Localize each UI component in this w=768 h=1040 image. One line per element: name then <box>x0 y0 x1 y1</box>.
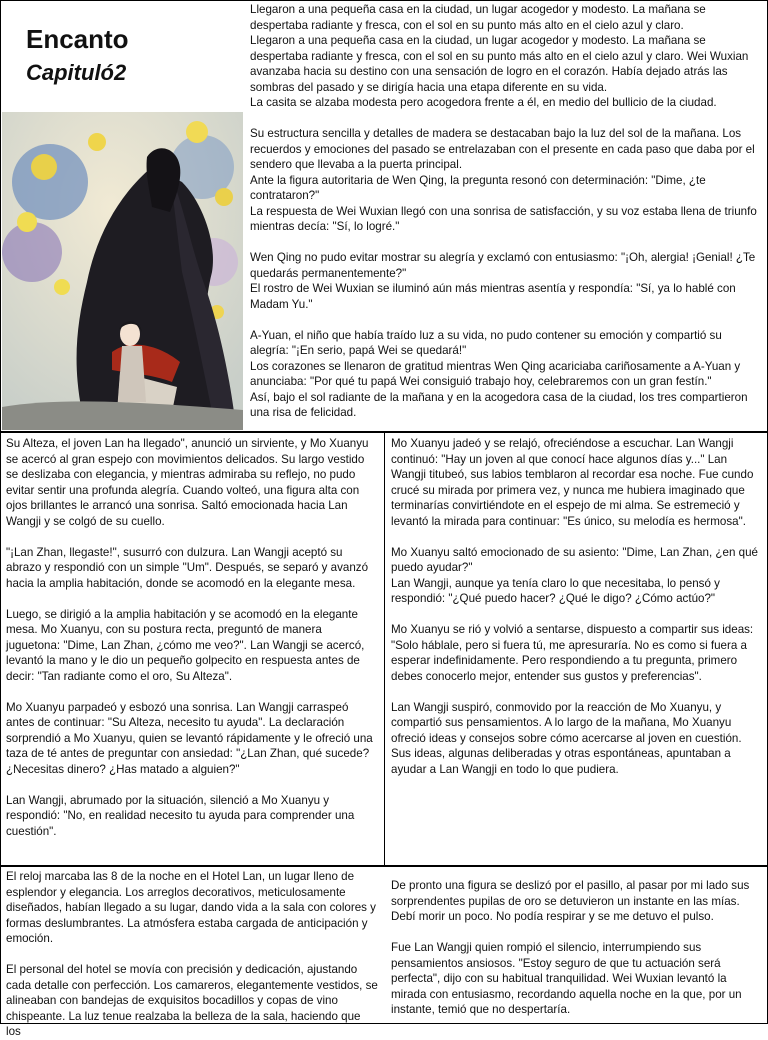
paragraph: "¡Lan Zhan, llegaste!", susurró con dulzura. Lan Wangji aceptó su abrazo y respondió con un simple "Um". Después, se separó y avanzó hacia la amplia habitación, donde se acomodó en la elegante mesa. <box>6 545 372 590</box>
paragraph: Lan Wangji, aunque ya tenía claro lo que necesitaba, lo pensó y respondió: "¿Qué puedo hacer? ¿Qué le digo? ¿Cómo actúo?" <box>391 576 724 605</box>
paragraph: Fue Lan Wangji quien rompió el silencio, interrumpiendo sus pensamientos ansiosos. "Estoy seguro de que tu actuación será perfecta", dijo con su habitual tranquilidad. Wei Wuxian levantó la mirada con entusiasmo, recordando aquella noche en la que, por un instante, temió que no despertaría. <box>391 941 745 1016</box>
top-story-text <box>250 2 762 421</box>
paragraph: Llegaron a una pequeña casa en la ciudad, un lugar acogedor y modesto. La mañana se despertaba radiante y fresca, con el sol en su punto más alto en el cielo azul y claro. <box>250 3 709 32</box>
chapter-subtitle: Capituló2 <box>26 60 127 85</box>
paragraph: De pronto una figura se deslizó por el pasillo, al pasar por mi lado sus sorprendentes pupilas de oro se detuvieron un instante en las mías. Debí morir un poco. No podía respirar y se me detuvo el pulso. <box>391 879 753 923</box>
paragraph: La respuesta de Wei Wuxian llegó con una sonrisa de satisfacción, y su voz estaba llena de triunfo mientras decía: "Sí, lo logré." <box>250 204 761 233</box>
paragraph: Luego, se dirigió a la amplia habitación y se acomodó en la elegante mesa. Mo Xuanyu, con su postura recta, preguntó de manera juguetona: "Dime, Lan Zhan, ¿cómo me veo?". Lan Wangji se acercó, levantó la mano y le dio un pequeño golpecito en respuesta antes de decir: "Tan radiante como el oro, Su Alteza". <box>6 607 368 683</box>
paragraph: El reloj marcaba las 8 de la noche en el Hotel Lan, un lugar lleno de esplendor y elegancia. Los arreglos decorativos, meticulosamente diseñados, habían llegado a su lugar, dando vida a la sala con colores y formas deslumbrantes. La atmósfera estaba cargada de anticipación y emoción. <box>6 870 380 945</box>
paragraph: Lan Wangji suspiró, conmovido por la reacción de Mo Xuanyu, y compartió sus pensamientos. A lo largo de la mañana, Mo Xuanyu ofreció ideas y consejos sobre cómo acercarse al joven en cuestión. Sus ideas, algunas deliberadas y otras espontáneas, apuntaban a ayudar a Lan Wangji en todo lo que pudiera. <box>391 700 745 776</box>
bottom-left-column <box>6 869 382 1040</box>
paragraph: Ante la figura autoritaria de Wen Qing, la pregunta resonó con determinación: "Dime, ¿te contrataron?" <box>250 173 709 202</box>
paragraph: Mo Xuanyu parpadeó y esbozó una sonrisa. Lan Wangji carraspeó antes de continuar: "Su Alteza, necesito tu ayuda". La declaración sorprendió a Mo Xuanyu, quien se levantó rápidamente y le ofreció una taza de té antes de preguntar con ansiedad: "¿Lan Zhan, qué sucede? ¿Necesitas dinero? ¿Has matado a alguien?" <box>6 700 376 776</box>
paragraph: Su estructura sencilla y detalles de madera se destacaban bajo la luz del sol de la mañana. Los recuerdos y emociones del pasado se entrelazaban con el presente en cada paso que daba por el sendero que llevaba a la puerta principal. <box>250 127 758 171</box>
paragraph: Su Alteza, el joven Lan ha llegado", anunció un sirviente, y Mo Xuanyu se acercó al gran espejo con movimientos delicados. Su largo vestido se deslizaba con elegancia, y mientras admiraba su reflejo, no pudo evitar sentir una profunda alegría. Cuando volteó, una figura alta con ojos brillantes le arrancó una sonrisa. Saltó emocionada hacia Lan Wangji y se colgó de su cuello. <box>6 437 372 528</box>
middle-left-column <box>6 436 378 839</box>
paragraph: Mo Xuanyu se rió y volvió a sentarse, dispuesto a compartir sus ideas: "Solo háblale, pero si fuera tú, me apresuraría. No es como si fuera a esperar indefinidamente. Pero respondiendo a tu pregunta, primero debes conocerlo mejor, entender sus gustos y preferencias". <box>391 623 757 683</box>
paragraph: Los corazones se llenaron de gratitud mientras Wen Qing acariciaba cariñosamente a A-Yuan y anunciaba: "Por qué tu papá Wei consiguió trabajo hoy, celebraremos con un gran festín." <box>250 359 744 388</box>
middle-right-column <box>391 436 761 777</box>
paragraph: El rostro de Wei Wuxian se iluminó aún más mientras asentía y respondía: "Sí, ya lo hablé con Madam Yu." <box>250 282 739 311</box>
paragraph: Wen Qing no pudo evitar mostrar su alegría y exclamó con entusiasmo: "¡Oh, alergia! ¡Genial! ¿Te quedarás permanentemente?" <box>250 251 759 280</box>
paragraph: Mo Xuanyu saltó emocionado de su asiento: "Dime, Lan Zhan, ¿en qué puedo ayudar?" <box>391 545 762 574</box>
column-divider <box>384 432 385 866</box>
paragraph: Así, bajo el sol radiante de la mañana y en la acogedora casa de la ciudad, los tres compartieron una risa de felicidad. <box>250 390 751 419</box>
paragraph: Llegaron a una pequeña casa en la ciudad, un lugar acogedor y modesto. La mañana se despertaba radiante y fresca, con el sol en su punto más alto en el cielo azul y claro. Wei Wuxian avanzaba hacia su destino con una sensación de logro en el corazón. Había dejado atrás las sombras del pasado y se dirigía hacia una etapa diferente en su vida. <box>250 34 752 94</box>
paragraph: Lan Wangji, abrumado por la situación, silenció a Mo Xuanyu y respondió: "No, en realidad necesito tu ayuda para comprender una cuestión". <box>6 793 358 838</box>
bottom-right-column <box>391 878 761 1018</box>
paragraph: Mo Xuanyu jadeó y se relajó, ofreciéndose a escuchar. Lan Wangji continuó: "Hay un joven al que conocí hace algunos días y..." Lan Wangji titubeó, sus labios temblaron al recordar esa noche. Fue cundo crucé su mirada por primera vez, y nunca me hubiera imaginado que terminarías convirtiéndote en el espejo de mi alma. Se estremeció y levantó la mirada para continuar: "Es único, su melodía es hermosa". <box>391 437 757 528</box>
paragraph: El personal del hotel se movía con precisión y dedicación, ajustando cada detalle con perfección. Los camareros, elegantemente vestidos, se alineaban con bandejas de exquisitos bocadillos y copas de vino chispeante. La luz tenue realzaba la belleza de la sala, haciendo que los <box>6 963 382 1038</box>
paragraph: La casita se alzaba modesta pero acogedora frente a él, en medio del bullicio de la ciudad. <box>250 96 717 109</box>
cover-illustration <box>2 112 243 430</box>
paragraph: A-Yuan, el niño que había traído luz a su vida, no pudo contener su emoción y compartió su alegría: "¡En serio, papá Wei se quedará!" <box>250 328 726 357</box>
book-title: Encanto <box>26 24 129 54</box>
